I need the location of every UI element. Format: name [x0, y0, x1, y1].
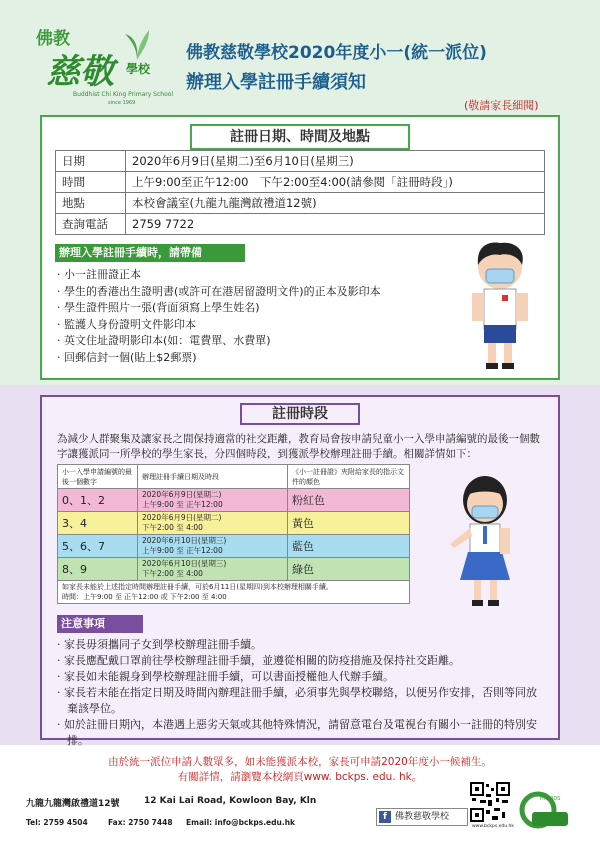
date-cell [138, 558, 288, 581]
date-cell [138, 535, 288, 558]
list-item: · 回郵信封一個(貼上$2郵票) [57, 350, 381, 367]
fax: Fax: 2750 7448 [108, 818, 173, 827]
logo-line2: 慈敬 [46, 52, 114, 92]
date-text: 2020年6月10日(星期三) [142, 559, 227, 568]
facebook-label: 佛教慈敬學校 [395, 812, 450, 822]
table-row [56, 214, 545, 235]
notice-heading: 注意事項 [57, 615, 143, 633]
table-row [58, 512, 410, 535]
row-value: 上午9:00至正午12:00 下午2:00至4:00(請參閱「註冊時段」) [126, 172, 545, 193]
date-text: 2020年6月9日(星期二) [142, 490, 222, 499]
row-value: 2020年6月9日(星期二)至6月10日(星期三) [126, 151, 545, 172]
date-cell [138, 489, 288, 512]
color-cell: 粉紅色 [288, 489, 410, 512]
row-key: 查詢電話 [56, 214, 126, 235]
footnote-cell [58, 581, 410, 604]
row-value: 2759 7722 [126, 214, 545, 235]
color-cell: 藍色 [288, 535, 410, 558]
row-key: 時間 [56, 172, 126, 193]
row-key: 日期 [56, 151, 126, 172]
list-item: · 家長若未能在指定日期及時間內辦理註冊手續，必須事先與學校聯絡，以便另作安排，否則等同放棄該學位。 [57, 685, 547, 717]
row-key: 地點 [56, 193, 126, 214]
registration-heading: 註冊日期、時間及地點 [190, 124, 410, 150]
list-item: · 學生證件照片一張(背面須寫上學生姓名) [57, 300, 381, 317]
telephone: Tel: 2759 4504 [26, 818, 88, 827]
email[interactable]: Email: info@bckps.edu.hk [186, 818, 296, 827]
list-item: · 如於註冊日期內，本港遇上惡劣天氣或其他特殊情況，請留意電台及電視台有關小一註冊的特別安排。 [57, 717, 547, 749]
digits-cell: 5、6、7 [58, 535, 138, 558]
table-row [56, 193, 545, 214]
bring-heading: 辦理入學註冊手續時，請帶備 [55, 244, 245, 262]
facebook-badge[interactable] [376, 808, 468, 826]
registration-table [55, 150, 545, 235]
schedule-table [57, 464, 410, 604]
facebook-icon: f [379, 811, 391, 823]
logo-english: Buddhist Chi King Primary School [73, 91, 174, 98]
row-value: 本校會議室(九龍九龍灣啟禮道12號) [126, 193, 545, 214]
table-row [58, 558, 410, 581]
school-logo [28, 22, 178, 106]
hk-kids-label: HK KIDS [540, 796, 561, 802]
table-row [58, 489, 410, 512]
list-item: · 英文住址證明影印本(如：電費單、水費單) [57, 333, 381, 350]
girl-illustration [440, 470, 530, 610]
table-header-row [58, 465, 410, 489]
digits-cell: 0、1、2 [58, 489, 138, 512]
date-text: 2020年6月10日(星期三) [142, 536, 227, 545]
time-text: 上午9:00 至 正午12:00 [142, 546, 223, 555]
col-date-header: 辦理註冊手續日期及時段 [138, 465, 288, 489]
address-english: 12 Kai Lai Road, Kowloon Bay, Kln [144, 796, 317, 806]
color-cell: 黃色 [288, 512, 410, 535]
page-subtitle: 辦理入學註冊手續須知 [186, 72, 366, 93]
schedule-heading: 註冊時段 [240, 403, 360, 425]
hk-kids-logo [518, 790, 570, 830]
page-title: 佛教慈敬學校2020年度小一(統一派位) [186, 43, 487, 63]
website-text[interactable]: www.bckps.edu.hk [472, 824, 514, 829]
leaf-icon [123, 28, 151, 62]
table-row [56, 151, 545, 172]
logo-line1: 佛教 [36, 29, 70, 49]
color-cell: 綠色 [288, 558, 410, 581]
table-row [56, 172, 545, 193]
logo-line3: 學校 [126, 62, 151, 76]
logo-since: since 1969 [108, 100, 136, 106]
qr-code-icon[interactable] [470, 782, 510, 822]
notice-parents: (敬請家長細閱) [464, 99, 539, 112]
list-item: · 學生的香港出生證明書(或許可在港居留證明文件)的正本及影印本 [57, 284, 381, 301]
list-item: · 家長應配戴口罩前往學校辦理註冊手續，並遵從相關的防疫措施及保持社交距離。 [57, 653, 547, 669]
footnote-line2: 時間：上午9:00 至 正午12:00 或 下午2:00 至 4:00 [62, 593, 227, 601]
list-item: · 家長毋須攜同子女到學校辦理註冊手續。 [57, 637, 547, 653]
table-footnote-row [58, 581, 410, 604]
table-row [58, 535, 410, 558]
col-digits-header: 小一入學申請編號的最後一個數字 [58, 465, 138, 489]
digits-cell: 8、9 [58, 558, 138, 581]
digits-cell: 3、4 [58, 512, 138, 535]
address-chinese: 九龍九龍灣啟禮道12號 [26, 799, 120, 809]
list-item: · 監護人身份證明文件影印本 [57, 317, 381, 334]
notice-list [57, 637, 547, 749]
date-text: 2020年6月9日(星期二) [142, 513, 222, 522]
list-item: · 小一註冊證正本 [57, 267, 381, 284]
website-note: 有關詳情，請瀏覽本校網頁www. bckps. edu. hk。 [177, 771, 423, 783]
bring-list [57, 267, 381, 366]
boy-illustration [460, 235, 540, 375]
time-text: 下午2:00 至 4:00 [142, 523, 203, 532]
time-text: 上午9:00 至 正午12:00 [142, 500, 223, 509]
time-text: 下午2:00 至 4:00 [142, 569, 203, 578]
schedule-intro: 為減少人群聚集及讓家長之間保持適當的社交距離，教育局會按申請兒童小一入學申請編號的最後一個數字讓獲派同一所學校的學生家長，分四個時段，到獲派學校辦理註冊手續。相關詳情如下： [57, 433, 540, 460]
waitlist-note: 由於統一派位申請人數眾多，如未能獲派本校，家長可申請2020年度小一候補生。 [108, 756, 492, 768]
footnote-line1: 如家長未能於上述指定時間辦理註冊手續，可於6月11日(星期四)到本校辦理相關手續。 [62, 583, 333, 591]
list-item: · 家長如未能親身到學校辦理註冊手續，可以書面授權他人代辦手續。 [57, 669, 547, 685]
col-color-header: 《小一註冊證》夾附給家長的指示文件的顏色 [288, 465, 410, 489]
date-cell [138, 512, 288, 535]
